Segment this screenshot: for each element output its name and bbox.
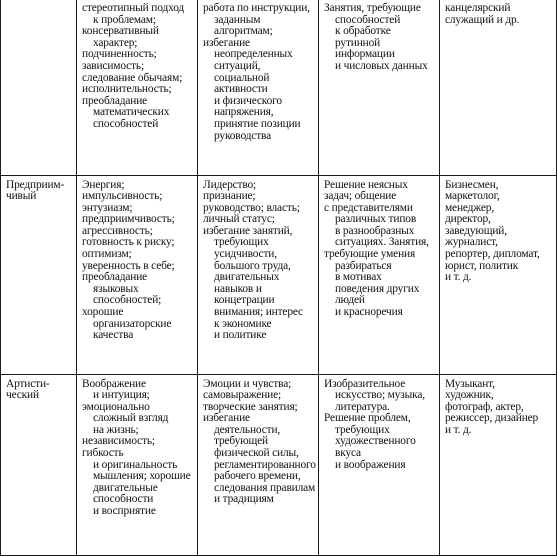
activities-line: ситуациях. Занятия, — [335, 236, 429, 249]
preferences-line: признание; — [203, 190, 256, 203]
preferences-line: избегание — [203, 412, 250, 425]
professions-cell — [440, 374, 557, 555]
professions-line: канцелярский — [445, 2, 511, 14]
preferences-line: и физического — [214, 94, 282, 107]
traits-cell — [77, 175, 198, 374]
preferences-line: к экономике — [214, 317, 272, 330]
type-cell — [1, 374, 77, 555]
traits-line: преобладание — [82, 271, 148, 284]
preferences-line: принятие позиции — [214, 117, 301, 130]
traits-cell — [77, 374, 198, 555]
preferences-line: творческие занятия; — [203, 400, 298, 413]
activities-line: требующие умения — [324, 248, 416, 261]
traits-line: энтузиазм; — [82, 201, 133, 214]
traits-line: сложный взгляд — [93, 412, 169, 425]
professions-line: директор, — [445, 213, 491, 226]
traits-line: уверенность в себе; — [82, 259, 175, 272]
activities-line: поведения других — [335, 282, 420, 295]
traits-line: Энергия; — [82, 178, 125, 191]
professions-line: репортер, дипломат, — [445, 248, 540, 261]
preferences-line: социальной — [214, 71, 270, 84]
traits-line: исполнительность; — [82, 83, 172, 96]
activities-line: и числовых данных — [335, 59, 428, 72]
activities-line: вкуса — [335, 447, 361, 460]
activities-line: способностей — [335, 13, 401, 26]
traits-line: преобладание — [82, 94, 148, 107]
type-cell — [1, 175, 77, 374]
preferences-line: неопределенных — [214, 48, 293, 61]
traits-line: и оригинальность — [93, 458, 178, 471]
traits-line: способности — [93, 493, 154, 506]
activities-line: и красноречия — [335, 306, 403, 319]
activities-line: Изобразительное — [324, 377, 406, 390]
professions-line: и т. д. — [445, 271, 472, 284]
preferences-line: регламентированного — [214, 458, 316, 471]
activities-line: к обработке — [335, 25, 391, 38]
traits-line: оптимизм; — [82, 248, 132, 261]
activities-line: Занятия, требующие — [324, 2, 421, 14]
preferences-line: концетрации — [214, 294, 275, 307]
traits-line: консервативный — [82, 25, 159, 38]
preferences-cell — [198, 0, 319, 175]
activities-line: рутинной — [335, 36, 381, 49]
preferences-line: и традициям — [214, 493, 274, 506]
activities-line: Решение неясных — [324, 178, 408, 191]
traits-line: математических — [93, 106, 170, 119]
table-row — [1, 175, 557, 374]
preferences-line: следования правилам — [214, 481, 316, 494]
preferences-line: рабочего времени, — [214, 470, 301, 483]
activities-line: Решение проблем, — [324, 412, 411, 425]
traits-line: и интуиция; — [93, 389, 150, 402]
professions-line: служащий и др. — [445, 13, 520, 26]
professions-line: режиссер, дизайнер — [445, 412, 539, 425]
traits-line: Воображение — [82, 377, 146, 390]
traits-line: организаторские — [93, 317, 172, 330]
traits-line: двигательные — [93, 481, 158, 494]
preferences-line: самовыражение; — [203, 389, 282, 402]
professions-line: журналист, — [445, 236, 498, 249]
activities-line: людей — [335, 294, 365, 307]
traits-line: готовность к риску; — [82, 236, 175, 249]
traits-line: к проблемам; — [93, 13, 156, 26]
activities-line: различных типов — [335, 213, 417, 226]
traits-line: подчиненность; — [82, 48, 157, 61]
traits-line: импульсивность; — [82, 190, 163, 203]
traits-cell — [77, 0, 198, 175]
traits-line: агрессивность; — [82, 224, 153, 237]
traits-line: следование обычаям; — [82, 71, 183, 84]
activities-line: литература. — [335, 400, 390, 413]
preferences-line: работа по инструкции, — [203, 2, 310, 14]
traits-line: языковых — [93, 282, 139, 295]
activities-line: в мотивах — [335, 271, 382, 284]
professions-line: Музыкант, — [445, 377, 495, 390]
traits-line: способностей; — [93, 294, 162, 307]
preferences-line: заданным — [214, 13, 261, 26]
traits-line: хорошие — [82, 306, 124, 319]
preferences-line: личный статус; — [203, 213, 275, 226]
traits-line: и восприятие — [93, 505, 156, 518]
traits-line: мышления; хорошие — [93, 470, 191, 483]
activities-cell — [319, 175, 440, 374]
activities-line: с представителями — [324, 201, 413, 214]
preferences-cell — [198, 374, 319, 555]
preferences-line: избегание занятий, — [203, 224, 293, 237]
activities-cell — [319, 0, 440, 175]
preferences-line: требующих — [214, 236, 269, 249]
preferences-line: руководство; власть; — [203, 201, 300, 214]
professions-line: менеджер, — [445, 201, 495, 214]
activities-line: требующих — [335, 423, 390, 436]
professions-cell — [440, 0, 557, 175]
preferences-line: ситуаций, — [214, 59, 261, 72]
type-line: чивый — [6, 190, 37, 203]
preferences-line: внимания; интерес — [214, 306, 303, 319]
traits-line: эмоционально — [82, 400, 150, 413]
professions-cell — [440, 175, 557, 374]
preferences-line: активности — [214, 83, 268, 96]
preferences-line: физической силы, — [214, 447, 299, 460]
traits-line: на жизнь; — [93, 423, 139, 436]
activities-line: информации — [335, 48, 395, 61]
activities-line: искусство; музыка, — [335, 389, 425, 402]
professions-line: маркетолог, — [445, 190, 500, 203]
preferences-line: алгоритмам; — [214, 25, 273, 38]
activities-cell — [319, 374, 440, 555]
type-cell — [1, 0, 77, 175]
traits-line: способностей — [93, 117, 159, 130]
traits-line: гибкость — [82, 447, 124, 460]
professions-line: фотограф, актер, — [445, 400, 524, 413]
activities-line: и воображения — [335, 458, 406, 471]
traits-line: качества — [93, 329, 134, 342]
activities-line: разбираться — [335, 259, 392, 272]
professions-line: и т. д. — [445, 423, 472, 436]
preferences-line: навыков и — [214, 282, 262, 295]
preferences-line: руководства — [214, 129, 272, 142]
preferences-line: усидчивости, — [214, 248, 277, 261]
activities-line: задач; общение — [324, 190, 397, 203]
table-row — [1, 374, 557, 555]
activities-line: в разнообразных — [335, 224, 415, 237]
preferences-line: и политике — [214, 329, 267, 342]
traits-line: зависимость; — [82, 59, 144, 72]
traits-line: предприимчивость; — [82, 213, 175, 226]
traits-line: характер; — [93, 36, 138, 49]
table-row — [1, 0, 557, 175]
type-line: ческий — [6, 389, 39, 402]
preferences-line: Лидерство; — [203, 178, 257, 191]
preferences-line: напряжения, — [214, 106, 274, 119]
activities-line: художественного — [335, 435, 416, 448]
preferences-line: двигательных — [214, 271, 280, 284]
traits-line: независимость; — [82, 435, 155, 448]
preferences-line: избегание — [203, 36, 250, 49]
traits-line: стереотипный подход — [82, 2, 185, 14]
professions-line: художник, — [445, 389, 494, 402]
type-line: Артисти- — [6, 377, 50, 390]
preferences-line: деятельности, — [214, 423, 281, 436]
professions-line: юрист, политик — [445, 259, 519, 272]
type-line: Предприим- — [6, 178, 65, 191]
preferences-line: Эмоции и чувства; — [203, 377, 292, 390]
preferences-line: большого труда, — [214, 259, 291, 272]
professions-line: Бизнесмен, — [445, 178, 499, 191]
preferences-line: требующей — [214, 435, 269, 448]
professions-line: заведующий, — [445, 224, 507, 237]
preferences-cell — [198, 175, 319, 374]
